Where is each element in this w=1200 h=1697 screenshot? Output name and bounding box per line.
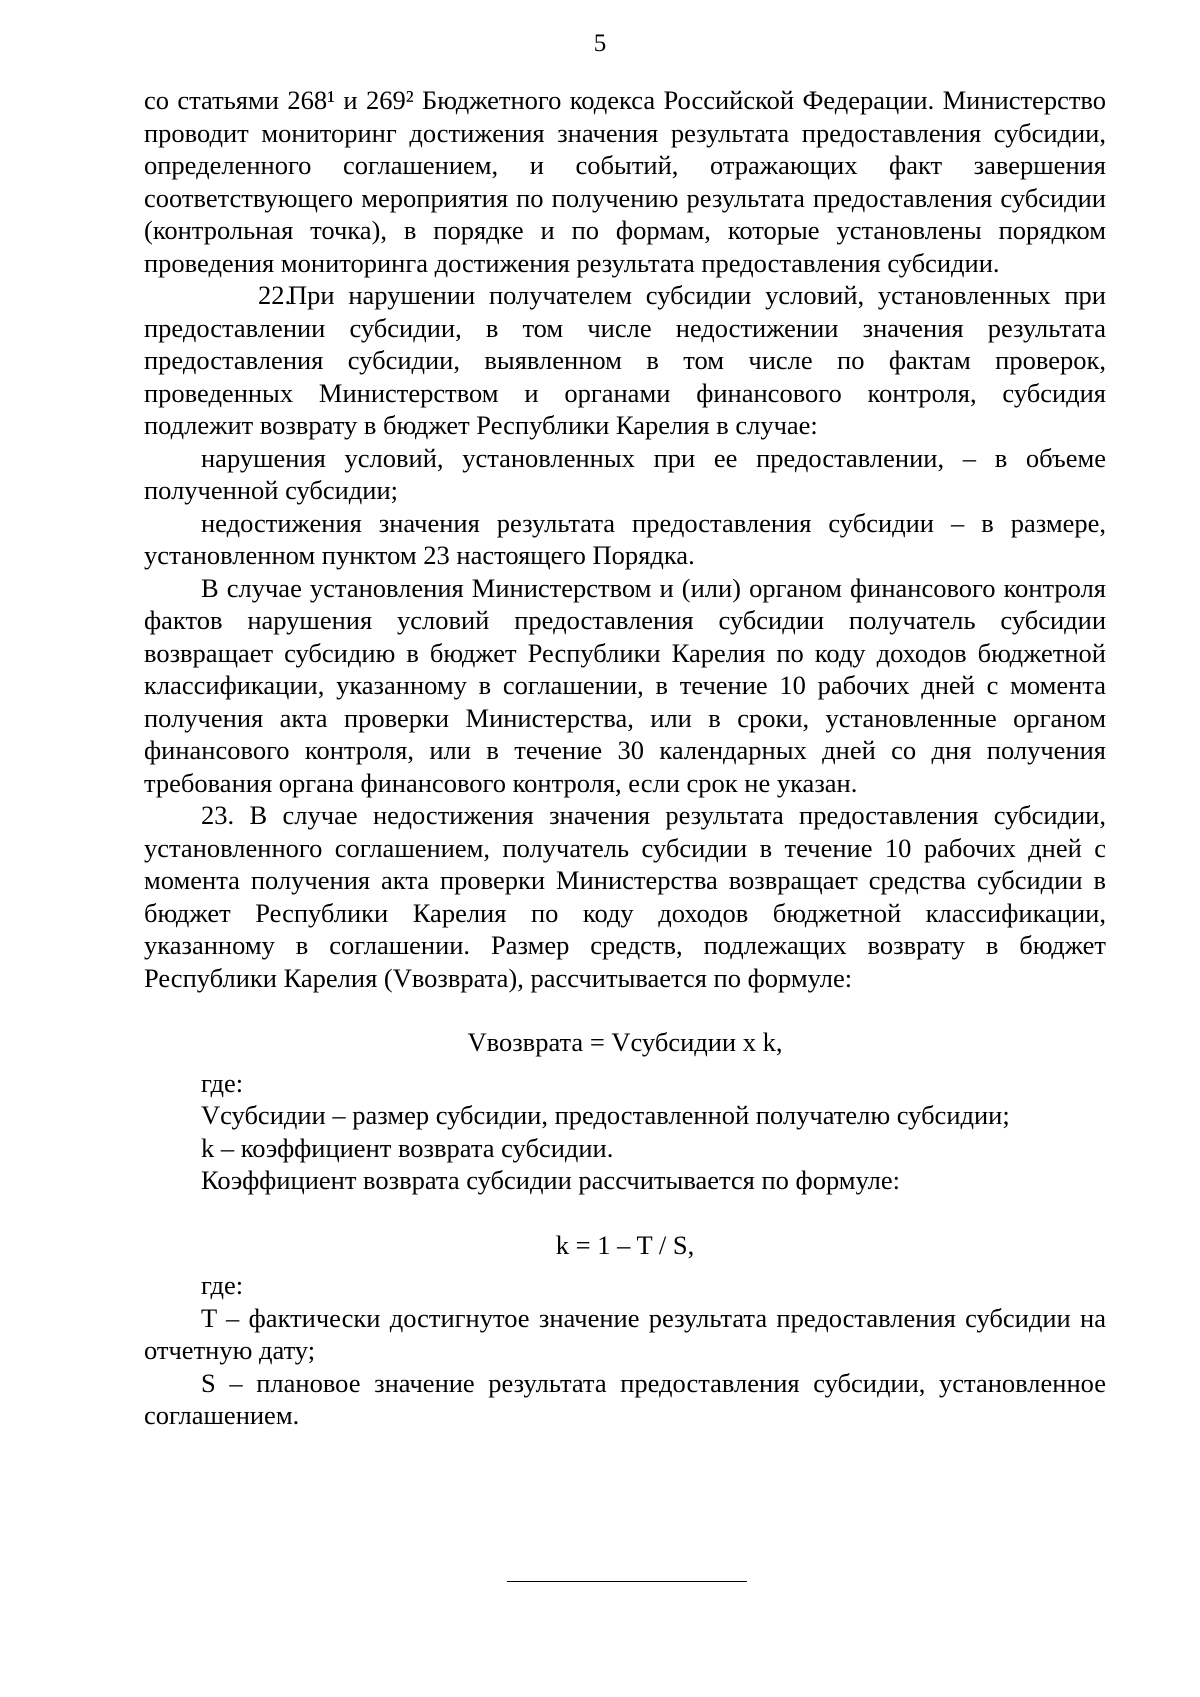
formula-return-amount: Vвозврата = Vсубсидии x k, (467, 1027, 783, 1057)
paragraph-s-definition: S – плановое значение результата предоставления субсидии, установленное соглашением. (144, 1367, 1106, 1430)
paragraph-k-definition: k – коэффициент возврата субсидии. (201, 1132, 614, 1163)
document-body (144, 84, 1106, 1432)
page-number: 5 (593, 30, 607, 57)
paragraph-non-achievement-case: недостижения значения результата предоставления субсидии – в размере, установленном пунктом 23 настоящего Порядка. (144, 507, 1106, 570)
paragraph-22 (144, 279, 1106, 442)
paragraph-k-formula-intro: Коэффициент возврата субсидии рассчитывается по формуле: (201, 1165, 901, 1195)
paragraph-23: 23. В случае недостижения значения результата предоставления субсидии, установленного соглашением, получатель субсидии в течение 10 рабочих дней с момента получения акта проверки Министерства возвращает средства субсидии в бюджет Республики Карелия по коду доходов бюджетной классификации, указанному в соглашении. Размер средств, подлежащих возврату в бюджет Республики Карелия (Vвозврата), рассчитывается по формуле: (144, 800, 1106, 993)
paragraph-t-definition: T – фактически достигнутое значение результата предоставления субсидии на отчетную дату; (144, 1302, 1106, 1365)
document-end-divider (507, 1581, 747, 1582)
paragraph-where-1: где: (201, 1067, 244, 1098)
paragraph-where-2: где: (201, 1270, 244, 1300)
paragraph-violation-case: нарушения условий, установленных при ее предоставлении, – в объеме полученной субсидии; (144, 442, 1106, 505)
paragraph-return-terms: В случае установления Министерством и (или) органом финансового контроля фактов нарушения условий предоставления субсидии получатель субсидии возвращает субсидию в бюджет Республики Карелия по коду доходов бюджетной классификации, указанному в соглашении, в течение 10 рабочих дней с момента получения акта проверки Министерства, или в сроки, установленные органом финансового контроля, или в течение 30 календарных дней со дня получения требования органа финансового контроля, если срок не указан. (144, 572, 1106, 798)
formula-k-coefficient: k = 1 – T / S, (555, 1229, 695, 1260)
paragraph-22-number: 22. (258, 280, 292, 310)
paragraph-v-subsidy-definition: Vсубсидии – размер субсидии, предоставленной получателю субсидии; (201, 1100, 1010, 1130)
paragraph-monitoring: со статьями 268¹ и 269² Бюджетного кодекса Российской Федерации. Министерство проводит мониторинг достижения значения результата предоставления субсидии, определенного соглашением, и событий, отражающих факт завершения соответствующего мероприятия по получению результата предоставления субсидии (контрольная точка), в порядке и по формам, которые установлены порядком проведения мониторинга достижения результата предоставления субсидии. (144, 85, 1106, 278)
paragraph-22-text: При нарушении получателем субсидии условий, установленных при предоставлении субсидии, в том числе недостижении значения результата предоставления субсидии, выявленном в том числе по фактам проверок, проведенных Министерством и органами финансового контроля, субсидия подлежит возврату в бюджет Республики Карелия в случае: (144, 280, 1106, 440)
